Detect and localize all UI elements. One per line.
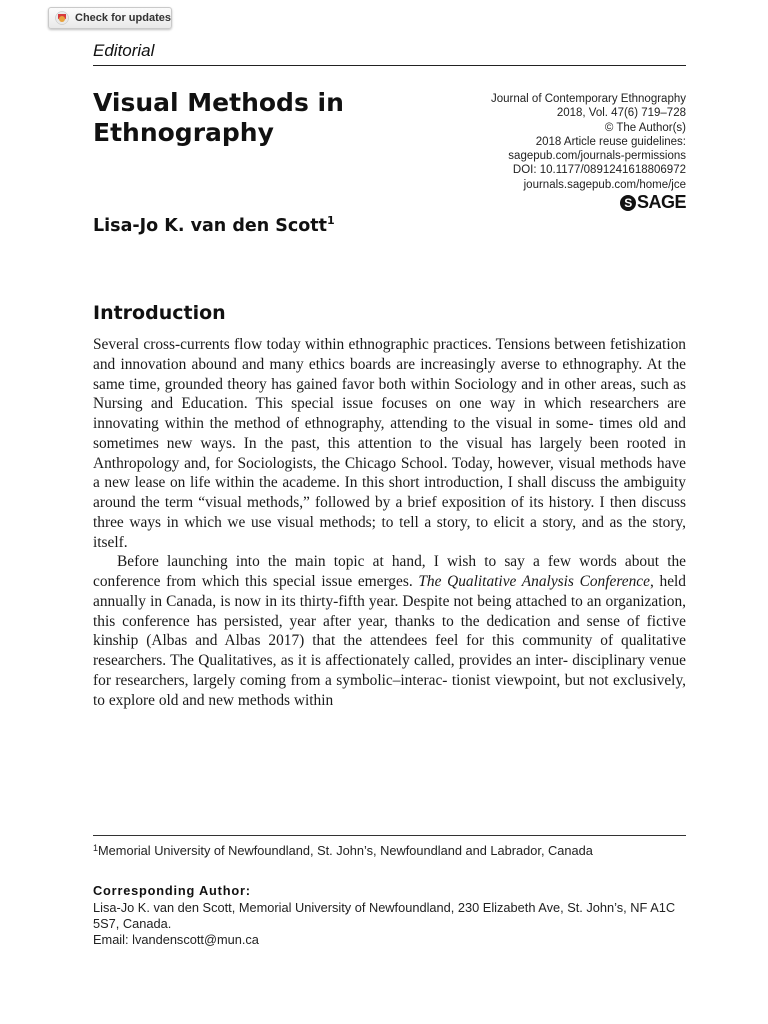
- email-link[interactable]: lvandenscott@mun.ca: [132, 931, 259, 947]
- author-affiliation-mark: 1: [327, 214, 335, 227]
- footnote-rule: [93, 835, 686, 836]
- paragraph-1: Several cross-currents flow today within ethnographic practices. Tensions between fetishization and innovation abound and many ethics boards are increasingly averse to ethnography. At the same time, grounded theory has gained favor both within Sociology and in other areas, such as Nursing and Education. This special issue focuses on one way in which researchers are innovating within the method of ethnography, attending to the visual in some- times old and sometimes new ways. In the past, this attention to the visual has largely been rooted in Anthropology and, for Sociologists, the Chicago School. Today, however, visual methods have a new lease on life within the academe. In this short introduction, I shall discuss the ambiguity around the term “visual methods,” followed by a brief exposition of its history. I then discuss three ways in which we use visual methods; to tell a story, to elicit a story, and as the story, itself.: [93, 336, 686, 551]
- footnote-text: Memorial University of Newfoundland, St. John’s, Newfoundland and Labrador, Canada: [98, 843, 593, 858]
- journal-reuse: 2018 Article reuse guidelines:: [535, 135, 686, 148]
- article-title: Visual Methods in Ethnography: [93, 88, 344, 147]
- journal-url-link[interactable]: journals.sagepub.com/home/jce: [523, 178, 686, 191]
- sage-logo: [620, 192, 686, 213]
- paragraph-2-end: , held annually in Canada, is now in its thirty-fifth year. Despite not being attached to an organization, this conference has persisted, year after year, thanks to the dedication and sense of fictive kinship (Albas and Albas 2017) that the attendees feel for this community of qualitative researchers. The Qualitatives, as it is affectionately called, provides an inter- disciplinary venue for researchers, largely coming from a symbolic–interac- tionist viewpoint, but not exclusively, to explore old and new methods within: [93, 573, 686, 709]
- sage-logo-mark: S: [620, 195, 636, 211]
- email-label: Email:: [93, 931, 133, 947]
- corresponding-author-address: Lisa-Jo K. van den Scott, Memorial University of Newfoundland, 230 Elizabeth Ave, St. John’s, NF A1C 5S7, Canada.: [93, 900, 676, 931]
- section-label: Editorial: [93, 41, 155, 60]
- journal-doi[interactable]: DOI: 10.1177/0891241618806972: [512, 164, 686, 177]
- section-heading: Introduction: [93, 302, 226, 324]
- footnote-mark: 1: [93, 843, 99, 853]
- paragraph-2-start: Before launching into the main topic at hand, I wish to say a few words about the conference from which this special issue emerges.: [93, 553, 686, 590]
- corresponding-author-title: Corresponding Author:: [93, 883, 251, 898]
- crossmark-icon: [55, 11, 69, 25]
- author-name: [93, 208, 353, 239]
- corresponding-author-info: [93, 900, 686, 947]
- check-for-updates-button[interactable]: [48, 7, 172, 29]
- corresponding-author-email-line: [93, 932, 686, 948]
- check-for-updates-label: Check for updates: [75, 12, 171, 24]
- article-body: [93, 335, 686, 710]
- header-rule: [93, 65, 686, 66]
- journal-volume: 2018, Vol. 47(6) 719–728: [556, 107, 686, 120]
- journal-name: Journal of Contemporary Ethnography: [491, 93, 686, 105]
- affiliation-footnote: [93, 841, 686, 859]
- conference-name: The Qualitative Analysis Conference: [418, 573, 650, 590]
- sage-logo-text: SAGE: [636, 192, 686, 212]
- journal-info: [386, 92, 686, 192]
- author-name-text: Lisa-Jo K. van den Scott: [93, 216, 328, 236]
- journal-copyright: © The Author(s): [604, 121, 686, 134]
- journal-permissions-link[interactable]: sagepub.com/journals-permissions: [508, 150, 686, 163]
- paragraph-2: [93, 552, 686, 710]
